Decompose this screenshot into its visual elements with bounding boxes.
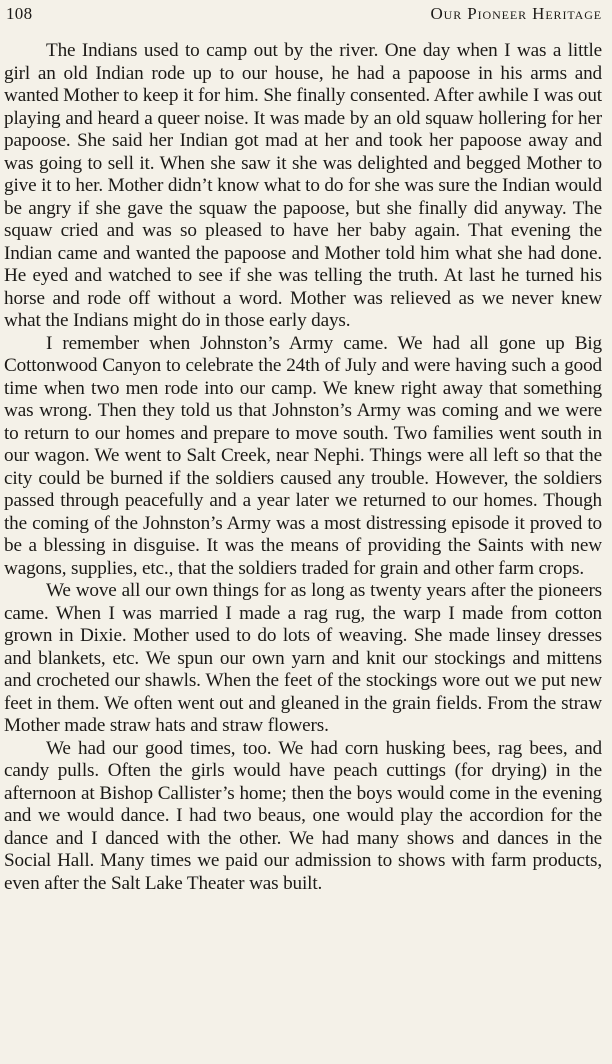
paragraph-indian-papoose: The Indians used to camp out by the river. One day when I was a little girl an old Indian rode up to our house, he had a papoose in his arms and wanted Mother to keep it for him. She finally consented. After awhile I was out playing and heard a queer noise. It was made by an old squaw hollering for her papoose. She said her Indian got mad at her and took her papoose away and was going to sell it. When she saw it she was delighted and begged Mother to give it to her. Mother didn’t know what to do for she was sure the Indian would be angry if she gave the squaw the papoose, but she finally did anyway. The squaw cried and was so pleased to have her baby again. That evening the Indian came and wanted the papoose and Mother told him what she had done. He eyed and watched to see if she was telling the truth. At last he turned his horse and rode off without a word. Mother was relieved as we never knew what the Indians might do in those early days. xyxy=(4,40,602,331)
page-header xyxy=(6,4,602,28)
paragraph-good-times: We had our good times, too. We had corn husking bees, rag bees, and candy pulls. Often the girls would have peach cuttings (for drying) in the afternoon at Bishop Callister’s home; then the boys would come in the evening and we would dance. I had two beaus, one would play the accordion for the dance and I danced with the other. We had many shows and dances in the Social Hall. Many times we paid our admission to shows with farm products, even after the Salt Lake Theater was built. xyxy=(4,737,602,894)
page-number: 108 xyxy=(6,4,33,23)
paragraph-weaving: We wove all our own things for as long as twenty years after the pioneers came. When I was married I made a rag rug, the warp I made from cotton grown in Dixie. Mother used to do lots of weaving. She made linsey dresses and blankets, etc. We spun our own yarn and knit our stockings and mittens and crocheted our shawls. When the feet of the stockings wore out we put new feet in them. We often went out and gleaned in the grain fields. From the straw Mother made straw hats and straw flowers. xyxy=(4,580,602,736)
running-head: Our Pioneer Heritage xyxy=(430,4,602,23)
body-text xyxy=(4,40,602,895)
paragraph-johnstons-army: I remember when Johnston’s Army came. We had all gone up Big Cottonwood Canyon to celebrate the 24th of July and were having such a good time when two men rode into our camp. We knew right away that something was wrong. Then they told us that Johnston’s Army was coming and we were to return to our homes and prepare to move south. Two families went south in our wagon. We went to Salt Creek, near Nephi. Things were all left so that the city could be burned if the soldiers caused any trouble. However, the soldiers passed through peacefully and a year later we returned to our homes. Though the coming of the Johnston’s Army was a most distressing episode it proved to be a blessing in disguise. It was the means of providing the Saints with new wagons, supplies, etc., that the soldiers traded for grain and other farm crops. xyxy=(4,332,602,579)
